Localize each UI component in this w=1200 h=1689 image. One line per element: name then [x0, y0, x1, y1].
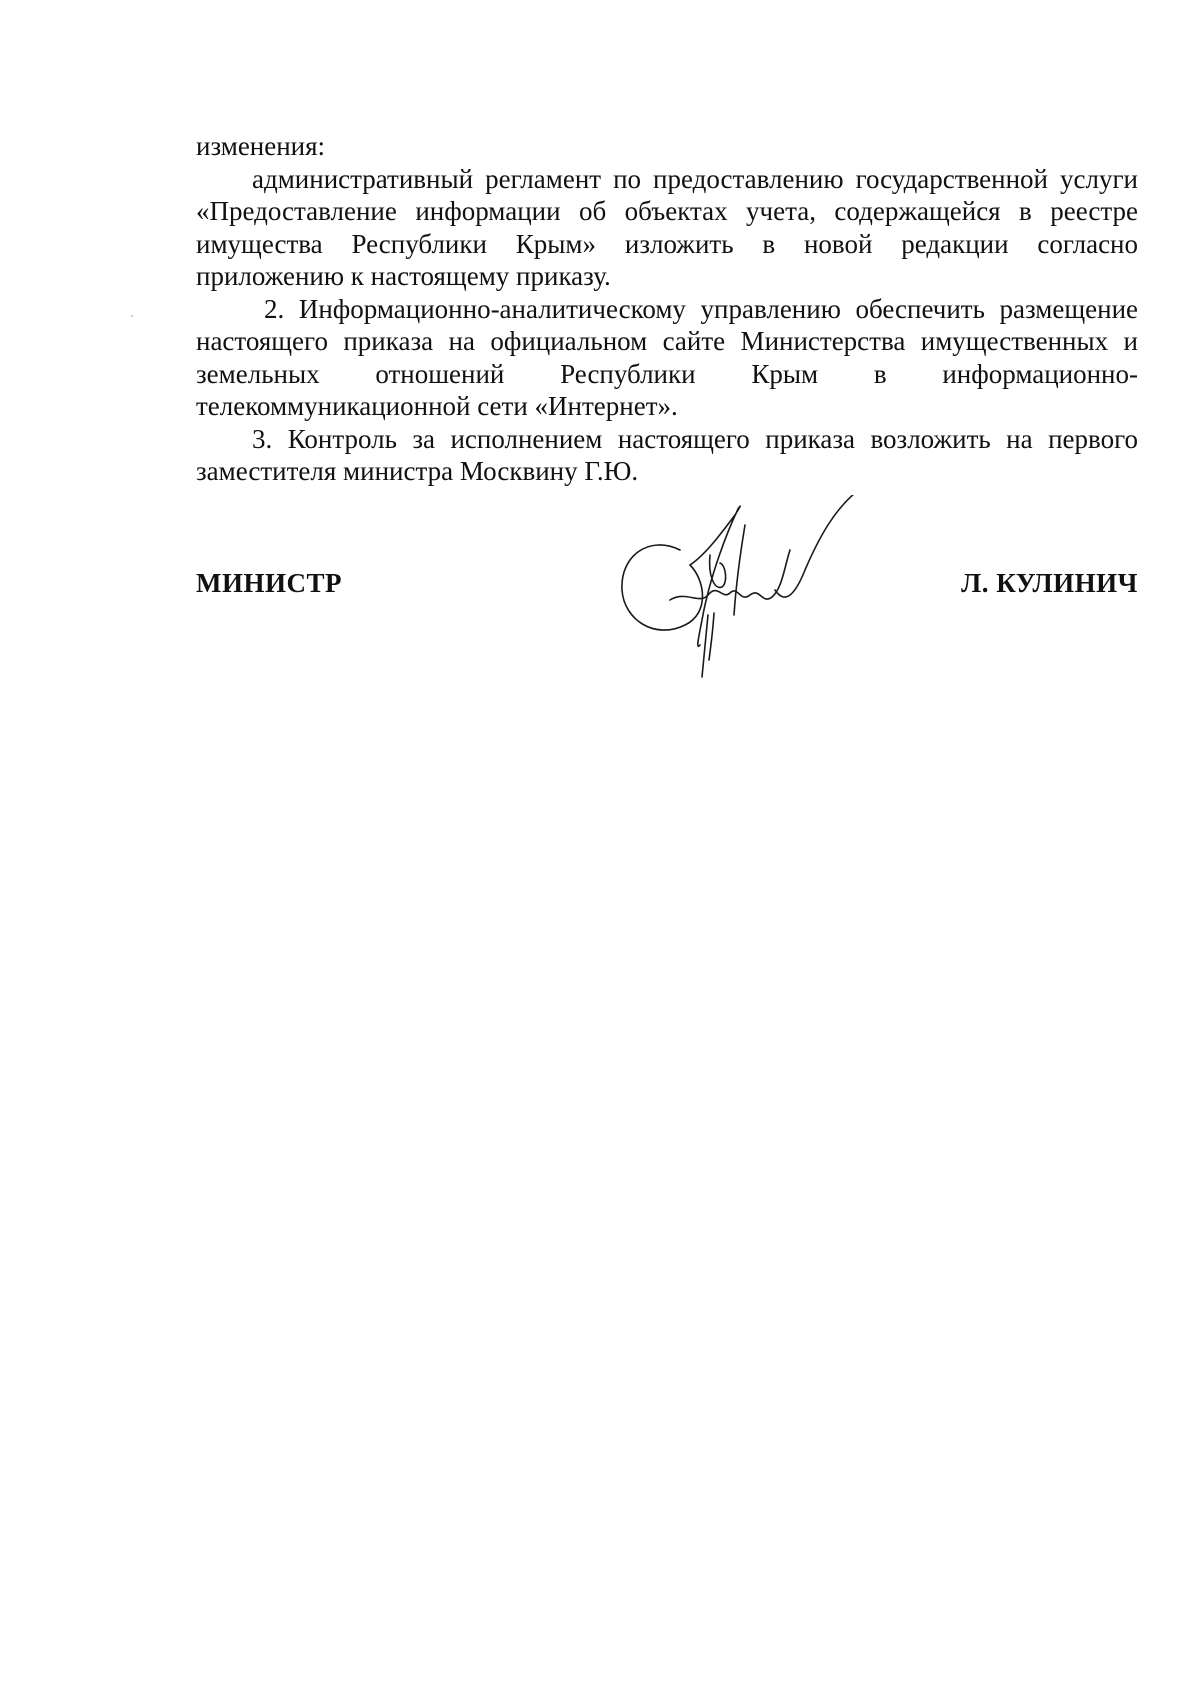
paragraph-intro: изменения:: [196, 131, 326, 161]
paragraph-regulation: административный регламент по предоставлению государственной услуги «Предоставление информации об объектах учета, содержащейся в реестре имущества Республики Крым» изложить в новой редакции согласно приложению к настоящему приказу.: [196, 163, 1138, 291]
scan-speck: [131, 315, 133, 317]
signatory-title: МИНИСТР: [196, 568, 342, 598]
paragraph-item-3: 3. Контроль за исполнением настоящего приказа возложить на первого заместителя министра Москвину Г.Ю.: [196, 423, 1138, 486]
handwritten-signature: [610, 495, 900, 685]
signatory-name: Л. КУЛИНИЧ: [961, 568, 1138, 598]
paragraph-item-2: 2. Информационно-аналитическому управлению обеспечить размещение настоящего приказа на официальном сайте Министерства имущественных и земельных отношений Республики Крым в информационно-телекоммуникационной сети «Интернет».: [196, 293, 1138, 421]
document-body: [196, 130, 1138, 488]
